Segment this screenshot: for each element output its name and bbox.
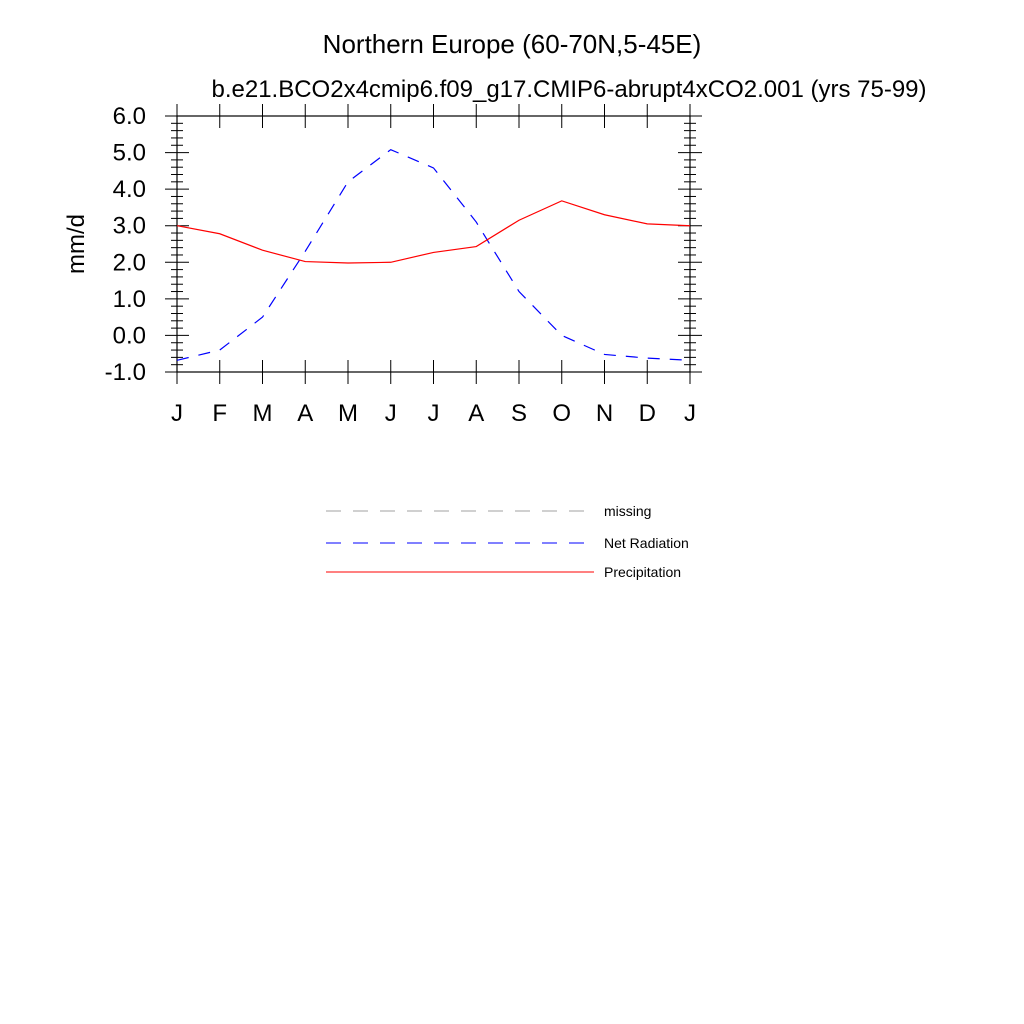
- y-tick-label: 3.0: [112, 212, 146, 240]
- y-tick-label: 5.0: [112, 139, 146, 167]
- x-tick-label: F: [212, 400, 228, 427]
- series-lines: [177, 150, 690, 361]
- y-tick-label: 4.0: [112, 176, 146, 204]
- legend: [326, 503, 689, 580]
- y-tick-label: -1.0: [104, 359, 146, 386]
- y-tick-label: 6.0: [112, 103, 146, 130]
- tick-labels: [105, 103, 696, 427]
- y-axis-label: mm/d: [63, 214, 90, 274]
- x-tick-label: M: [338, 400, 358, 427]
- series-line-precipitation: [177, 201, 690, 263]
- x-tick-label: O: [552, 400, 572, 427]
- x-tick-label: D: [638, 400, 656, 427]
- legend-label: Precipitation: [604, 564, 682, 580]
- x-tick-label: J: [427, 400, 440, 427]
- y-tick-label: 1.0: [112, 285, 146, 313]
- y-tick-label: 0.0: [112, 322, 146, 350]
- x-tick-label: N: [595, 400, 614, 427]
- series-line-net-radiation: [177, 150, 690, 361]
- legend-label: Net Radiation: [604, 535, 689, 551]
- plot-frame: [177, 116, 690, 372]
- x-tick-label: A: [297, 400, 314, 427]
- x-tick-label: J: [684, 400, 696, 427]
- legend-label: missing: [604, 503, 652, 519]
- y-tick-label: 2.0: [112, 249, 146, 277]
- x-tick-label: S: [510, 400, 528, 427]
- x-tick-label: M: [252, 400, 273, 427]
- x-tick-label: A: [468, 400, 485, 427]
- chart-title: Northern Europe (60-70N,5-45E): [322, 29, 702, 59]
- x-tick-label: J: [171, 400, 183, 427]
- x-tick-label: J: [384, 400, 397, 427]
- chart-subtitle: b.e21.BCO2x4cmip6.f09_g17.CMIP6-abrupt4xCO2.001 (yrs 75-99): [211, 76, 927, 103]
